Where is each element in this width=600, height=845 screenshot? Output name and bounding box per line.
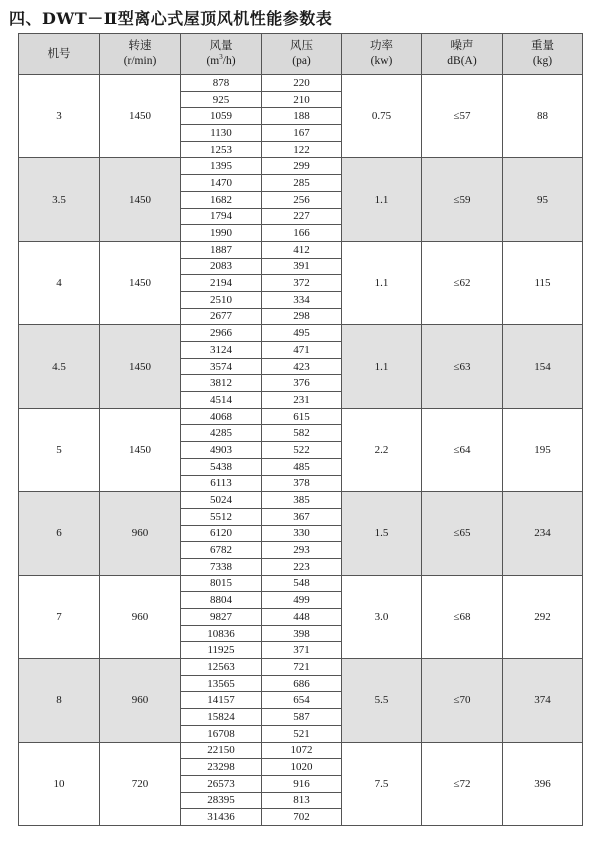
model-cell: 8: [19, 659, 100, 742]
header-noise-unit: dB(A): [447, 55, 477, 67]
weight-cell: 234: [503, 492, 583, 575]
weight-cell: 195: [503, 408, 583, 491]
weight-cell: 396: [503, 742, 583, 825]
table-row: [19, 575, 583, 592]
pressure-cell: 372: [262, 275, 342, 292]
airflow-cell: 31436: [181, 809, 262, 826]
pressure-cell: 813: [262, 792, 342, 809]
power-cell: 1.1: [342, 158, 422, 241]
pressure-cell: 231: [262, 392, 342, 409]
airflow-cell: 9827: [181, 609, 262, 626]
pressure-cell: 298: [262, 308, 342, 325]
airflow-cell: 11925: [181, 642, 262, 659]
airflow-cell: 1794: [181, 208, 262, 225]
noise-cell: ≤72: [422, 742, 503, 825]
pressure-cell: 499: [262, 592, 342, 609]
noise-cell: ≤63: [422, 325, 503, 408]
pressure-cell: 167: [262, 125, 342, 142]
pressure-cell: 376: [262, 375, 342, 392]
pressure-cell: 654: [262, 692, 342, 709]
model-cell: 10: [19, 742, 100, 825]
pressure-cell: 223: [262, 558, 342, 575]
pressure-cell: 548: [262, 575, 342, 592]
airflow-cell: 13565: [181, 675, 262, 692]
power-cell: 5.5: [342, 659, 422, 742]
airflow-cell: 28395: [181, 792, 262, 809]
speed-cell: 1450: [100, 75, 181, 158]
header-power-unit: (kw): [370, 55, 393, 67]
speed-cell: 960: [100, 575, 181, 658]
airflow-cell: 878: [181, 75, 262, 92]
power-cell: 2.2: [342, 408, 422, 491]
pressure-cell: 227: [262, 208, 342, 225]
weight-cell: 292: [503, 575, 583, 658]
speed-cell: 1450: [100, 408, 181, 491]
airflow-cell: 2083: [181, 258, 262, 275]
pressure-cell: 1072: [262, 742, 342, 759]
pressure-cell: 210: [262, 91, 342, 108]
airflow-cell: 10836: [181, 625, 262, 642]
model-group: [19, 575, 583, 658]
power-cell: 0.75: [342, 75, 422, 158]
model-cell: 3.5: [19, 158, 100, 241]
header-model: [19, 34, 100, 75]
speed-cell: 720: [100, 742, 181, 825]
page-title: 四、DWT－Ⅱ型离心式屋顶风机性能参数表: [9, 9, 333, 28]
airflow-cell: 3124: [181, 342, 262, 359]
pressure-cell: 702: [262, 809, 342, 826]
pressure-cell: 521: [262, 725, 342, 742]
performance-table: [18, 33, 583, 826]
airflow-cell: 7338: [181, 558, 262, 575]
pressure-cell: 122: [262, 141, 342, 158]
weight-cell: 374: [503, 659, 583, 742]
airflow-cell: 2510: [181, 291, 262, 308]
weight-cell: 154: [503, 325, 583, 408]
header-noise: [422, 34, 503, 75]
airflow-cell: 1395: [181, 158, 262, 175]
airflow-cell: 6120: [181, 525, 262, 542]
pressure-cell: 398: [262, 625, 342, 642]
noise-cell: ≤62: [422, 241, 503, 324]
power-cell: 3.0: [342, 575, 422, 658]
pressure-cell: 256: [262, 191, 342, 208]
airflow-cell: 1887: [181, 241, 262, 258]
airflow-cell: 925: [181, 91, 262, 108]
pressure-cell: 1020: [262, 759, 342, 776]
model-group: [19, 659, 583, 742]
power-cell: 1.5: [342, 492, 422, 575]
airflow-cell: 2966: [181, 325, 262, 342]
pressure-cell: 686: [262, 675, 342, 692]
weight-cell: 115: [503, 241, 583, 324]
model-group: [19, 158, 583, 241]
noise-cell: ≤70: [422, 659, 503, 742]
airflow-cell: 22150: [181, 742, 262, 759]
pressure-cell: 582: [262, 425, 342, 442]
speed-cell: 1450: [100, 158, 181, 241]
table-row: [19, 408, 583, 425]
airflow-cell: 15824: [181, 709, 262, 726]
pressure-cell: 391: [262, 258, 342, 275]
airflow-cell: 1130: [181, 125, 262, 142]
pressure-cell: 495: [262, 325, 342, 342]
airflow-cell: 3812: [181, 375, 262, 392]
header-speed-unit: (r/min): [123, 55, 157, 67]
weight-cell: 88: [503, 75, 583, 158]
airflow-cell: 26573: [181, 775, 262, 792]
noise-cell: ≤68: [422, 575, 503, 658]
pressure-cell: 371: [262, 642, 342, 659]
power-cell: 7.5: [342, 742, 422, 825]
airflow-cell: 4068: [181, 408, 262, 425]
model-cell: 4: [19, 241, 100, 324]
header-row: [19, 34, 583, 75]
airflow-cell: 4514: [181, 392, 262, 409]
speed-cell: 960: [100, 492, 181, 575]
header-airflow-unit: [181, 54, 261, 69]
model-cell: 6: [19, 492, 100, 575]
pressure-cell: 448: [262, 609, 342, 626]
airflow-cell: 5438: [181, 458, 262, 475]
pressure-cell: 485: [262, 458, 342, 475]
table-row: [19, 158, 583, 175]
airflow-cell: 8804: [181, 592, 262, 609]
model-group: [19, 75, 583, 158]
airflow-cell: 12563: [181, 659, 262, 676]
header-weight-unit: (kg): [532, 55, 553, 67]
header-power: [342, 34, 422, 75]
pressure-cell: 166: [262, 225, 342, 242]
airflow-cell: 5024: [181, 492, 262, 509]
pressure-cell: 330: [262, 525, 342, 542]
airflow-cell: 4285: [181, 425, 262, 442]
table-row: [19, 241, 583, 258]
airflow-cell: 2194: [181, 275, 262, 292]
model-cell: 4.5: [19, 325, 100, 408]
table-row: [19, 325, 583, 342]
speed-cell: 1450: [100, 325, 181, 408]
airflow-cell: 1470: [181, 175, 262, 192]
pressure-cell: 916: [262, 775, 342, 792]
noise-cell: ≤57: [422, 75, 503, 158]
pressure-cell: 220: [262, 75, 342, 92]
power-cell: 1.1: [342, 325, 422, 408]
header-airflow-unit-sup: 3: [219, 53, 223, 62]
weight-cell: 95: [503, 158, 583, 241]
pressure-cell: 471: [262, 342, 342, 359]
header-power-label: 功率: [370, 40, 393, 52]
model-cell: 3: [19, 75, 100, 158]
table-row: [19, 492, 583, 509]
model-group: [19, 408, 583, 491]
pressure-cell: 412: [262, 241, 342, 258]
model-group: [19, 241, 583, 324]
airflow-cell: 3574: [181, 358, 262, 375]
header-airflow-unit-post: /h): [222, 55, 236, 67]
airflow-cell: 8015: [181, 575, 262, 592]
table-header: [19, 34, 583, 75]
model-group: [19, 492, 583, 575]
header-weight-label: 重量: [531, 40, 554, 52]
pressure-cell: 293: [262, 542, 342, 559]
airflow-cell: 1059: [181, 108, 262, 125]
pressure-cell: 423: [262, 358, 342, 375]
pressure-cell: 587: [262, 709, 342, 726]
pressure-cell: 522: [262, 442, 342, 459]
header-pressure-unit: (pa): [292, 55, 311, 67]
airflow-cell: 4903: [181, 442, 262, 459]
airflow-cell: 23298: [181, 759, 262, 776]
speed-cell: 1450: [100, 241, 181, 324]
airflow-cell: 1990: [181, 225, 262, 242]
airflow-cell: 1253: [181, 141, 262, 158]
power-cell: 1.1: [342, 241, 422, 324]
header-airflow: [181, 34, 262, 75]
airflow-cell: 2677: [181, 308, 262, 325]
header-model-label: 机号: [47, 47, 71, 60]
header-speed-label: 转速: [128, 40, 152, 52]
airflow-cell: 5512: [181, 508, 262, 525]
model-cell: 7: [19, 575, 100, 658]
header-speed: [100, 34, 181, 75]
model-cell: 5: [19, 408, 100, 491]
airflow-cell: 14157: [181, 692, 262, 709]
header-pressure-label: 风压: [290, 40, 313, 52]
pressure-cell: 615: [262, 408, 342, 425]
pressure-cell: 721: [262, 659, 342, 676]
header-airflow-label: 风量: [209, 40, 233, 52]
pressure-cell: 188: [262, 108, 342, 125]
model-group: [19, 742, 583, 825]
airflow-cell: 6113: [181, 475, 262, 492]
table-row: [19, 75, 583, 92]
noise-cell: ≤65: [422, 492, 503, 575]
airflow-cell: 1682: [181, 191, 262, 208]
noise-cell: ≤64: [422, 408, 503, 491]
table-row: [19, 659, 583, 676]
pressure-cell: 334: [262, 291, 342, 308]
header-pressure: [262, 34, 342, 75]
header-airflow-unit-pre: (m: [206, 55, 220, 67]
table-row: [19, 742, 583, 759]
header-weight: [503, 34, 583, 75]
pressure-cell: 367: [262, 508, 342, 525]
noise-cell: ≤59: [422, 158, 503, 241]
model-group: [19, 325, 583, 408]
airflow-cell: 6782: [181, 542, 262, 559]
speed-cell: 960: [100, 659, 181, 742]
pressure-cell: 378: [262, 475, 342, 492]
pressure-cell: 299: [262, 158, 342, 175]
pressure-cell: 285: [262, 175, 342, 192]
pressure-cell: 385: [262, 492, 342, 509]
airflow-cell: 16708: [181, 725, 262, 742]
header-noise-label: 噪声: [450, 40, 474, 52]
